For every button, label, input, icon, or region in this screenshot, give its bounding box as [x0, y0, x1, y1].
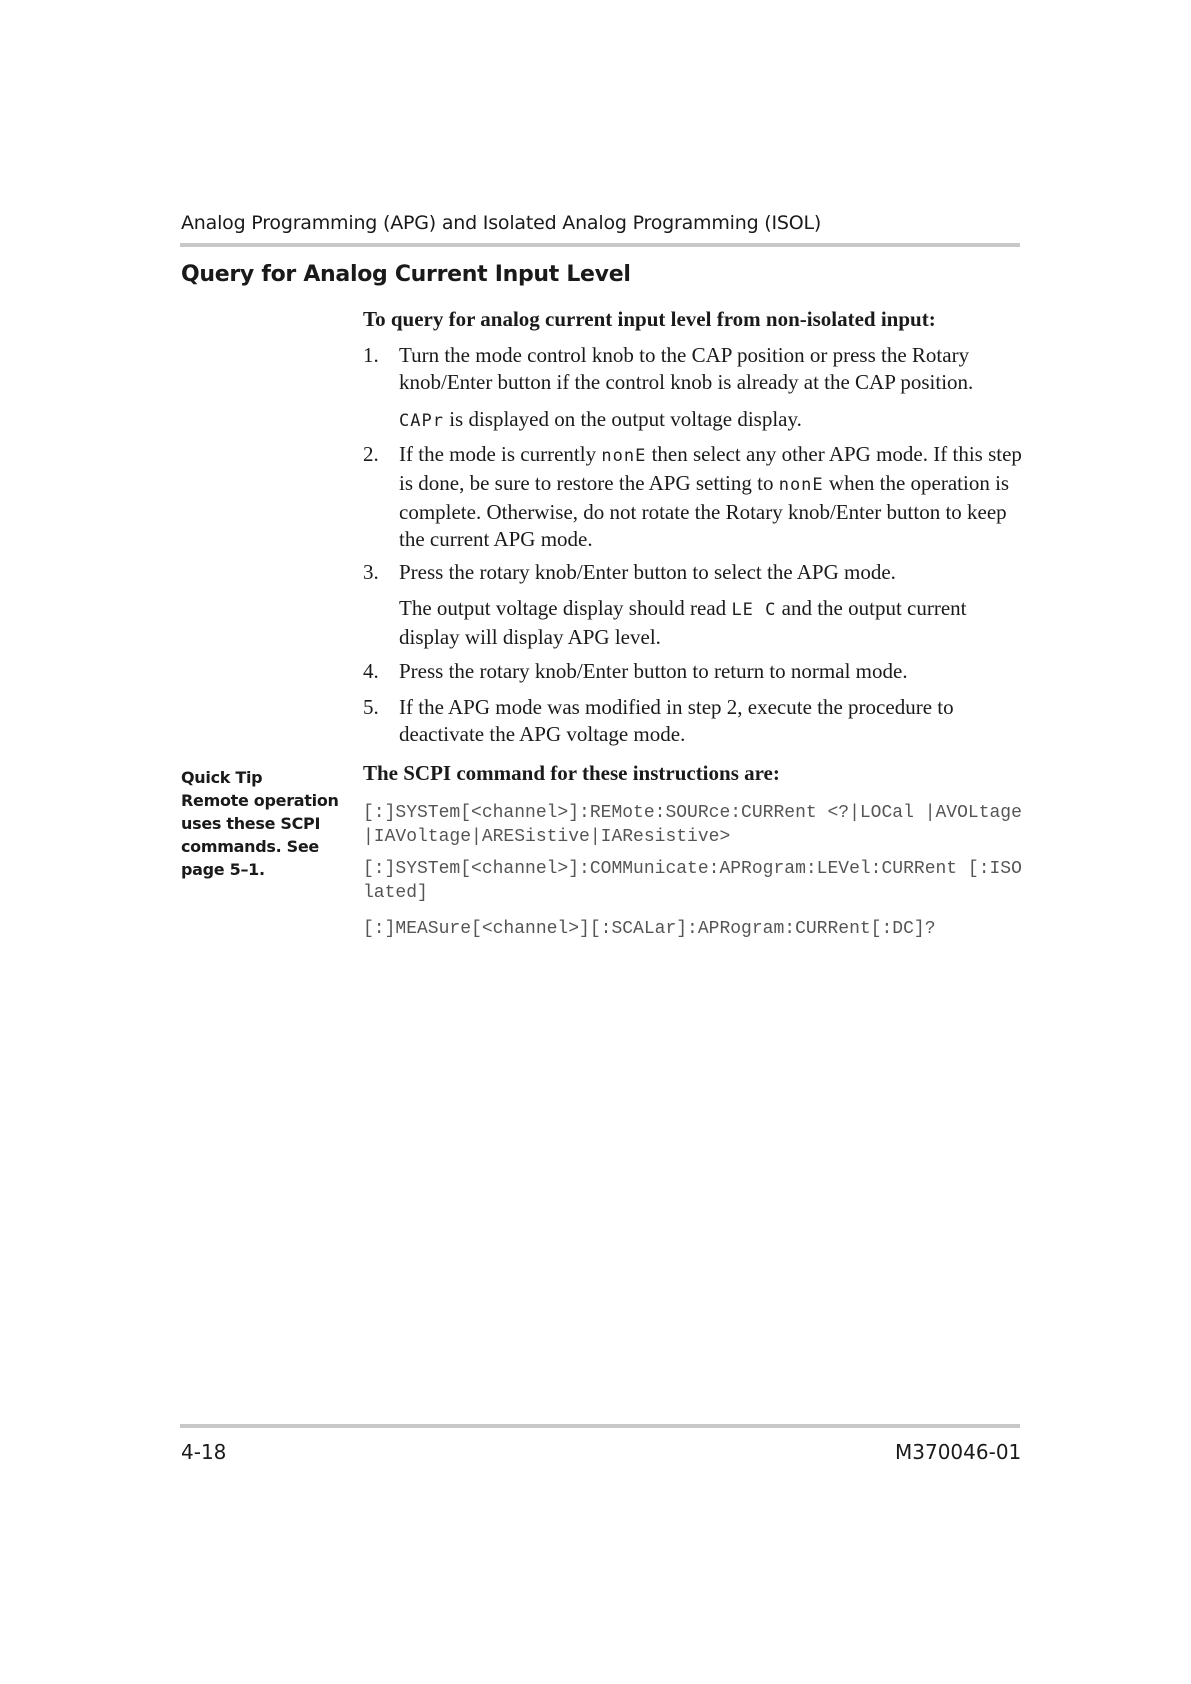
scpi-command: [:]SYSTem[<channel>]:COMMunicate:APRogram:LEVel:CURRent [:ISOlated]: [363, 859, 1022, 903]
procedure-heading: To query for analog current input level from non-isolated input:: [363, 307, 936, 331]
display-readout-none: nonE: [778, 475, 824, 495]
step-number: 1.: [363, 343, 379, 367]
section-title: Query for Analog Current Input Level: [181, 262, 631, 287]
scpi-command: [:]SYSTem[<channel>]:REMote:SOURce:CURRent <?|LOCal |AVOLtage|IAVoltage|ARESistive|IAResistive>: [363, 803, 1022, 847]
display-readout-none: nonE: [601, 446, 647, 466]
step-2: [363, 441, 1023, 553]
footer-rule: [180, 1424, 1020, 1428]
quick-tip: [181, 766, 341, 881]
quick-tip-text: Remote operation uses these SCPI commands. See page 5–1.: [181, 791, 339, 879]
step-3: [363, 559, 1023, 586]
step-1: [363, 342, 1023, 396]
page-number: 4-18: [181, 1440, 227, 1464]
step-text: Press the rotary knob/Enter button to select the APG mode.: [399, 560, 896, 584]
quick-tip-title: Quick Tip: [181, 768, 263, 787]
step-number: 2.: [363, 442, 379, 466]
step-4: [363, 658, 1023, 685]
step-5: [363, 694, 1023, 748]
step-3-result: The output voltage display should read LE C and the output current display will display APG level.: [399, 596, 967, 649]
step-result-text: is displayed on the output voltage display.: [443, 407, 802, 431]
step-text: If the APG mode was modified in step 2, execute the procedure to deactivate the APG voltage mode.: [399, 695, 954, 746]
scpi-command: [:]MEASure[<channel>][:SCALar]:APRogram:CURRent[:DC]?: [363, 919, 936, 939]
step-text: If the mode is currently nonE then select any other APG mode. If this step is done, be sure to restore the APG setting to nonE when the operation is complete. Otherwise, do not rotate the Rotary knob/Enter button to keep the current APG mode.: [399, 442, 1022, 551]
display-readout-lec: LE C: [731, 600, 777, 620]
header-rule: [180, 243, 1020, 247]
step-number: 4.: [363, 659, 379, 683]
step-text: Press the rotary knob/Enter button to return to normal mode.: [399, 659, 908, 683]
display-readout-capr: CAPr: [399, 411, 444, 431]
scpi-heading: The SCPI command for these instructions are:: [363, 761, 780, 785]
step-text: Turn the mode control knob to the CAP position or press the Rotary knob/Enter button if the control knob is already at the CAP position.: [399, 343, 974, 394]
step-number: 5.: [363, 695, 379, 719]
step-number: 3.: [363, 560, 379, 584]
document-number: M370046-01: [895, 1440, 1022, 1464]
running-header: Analog Programming (APG) and Isolated Analog Programming (ISOL): [181, 212, 822, 234]
step-1-result: [399, 406, 1023, 435]
